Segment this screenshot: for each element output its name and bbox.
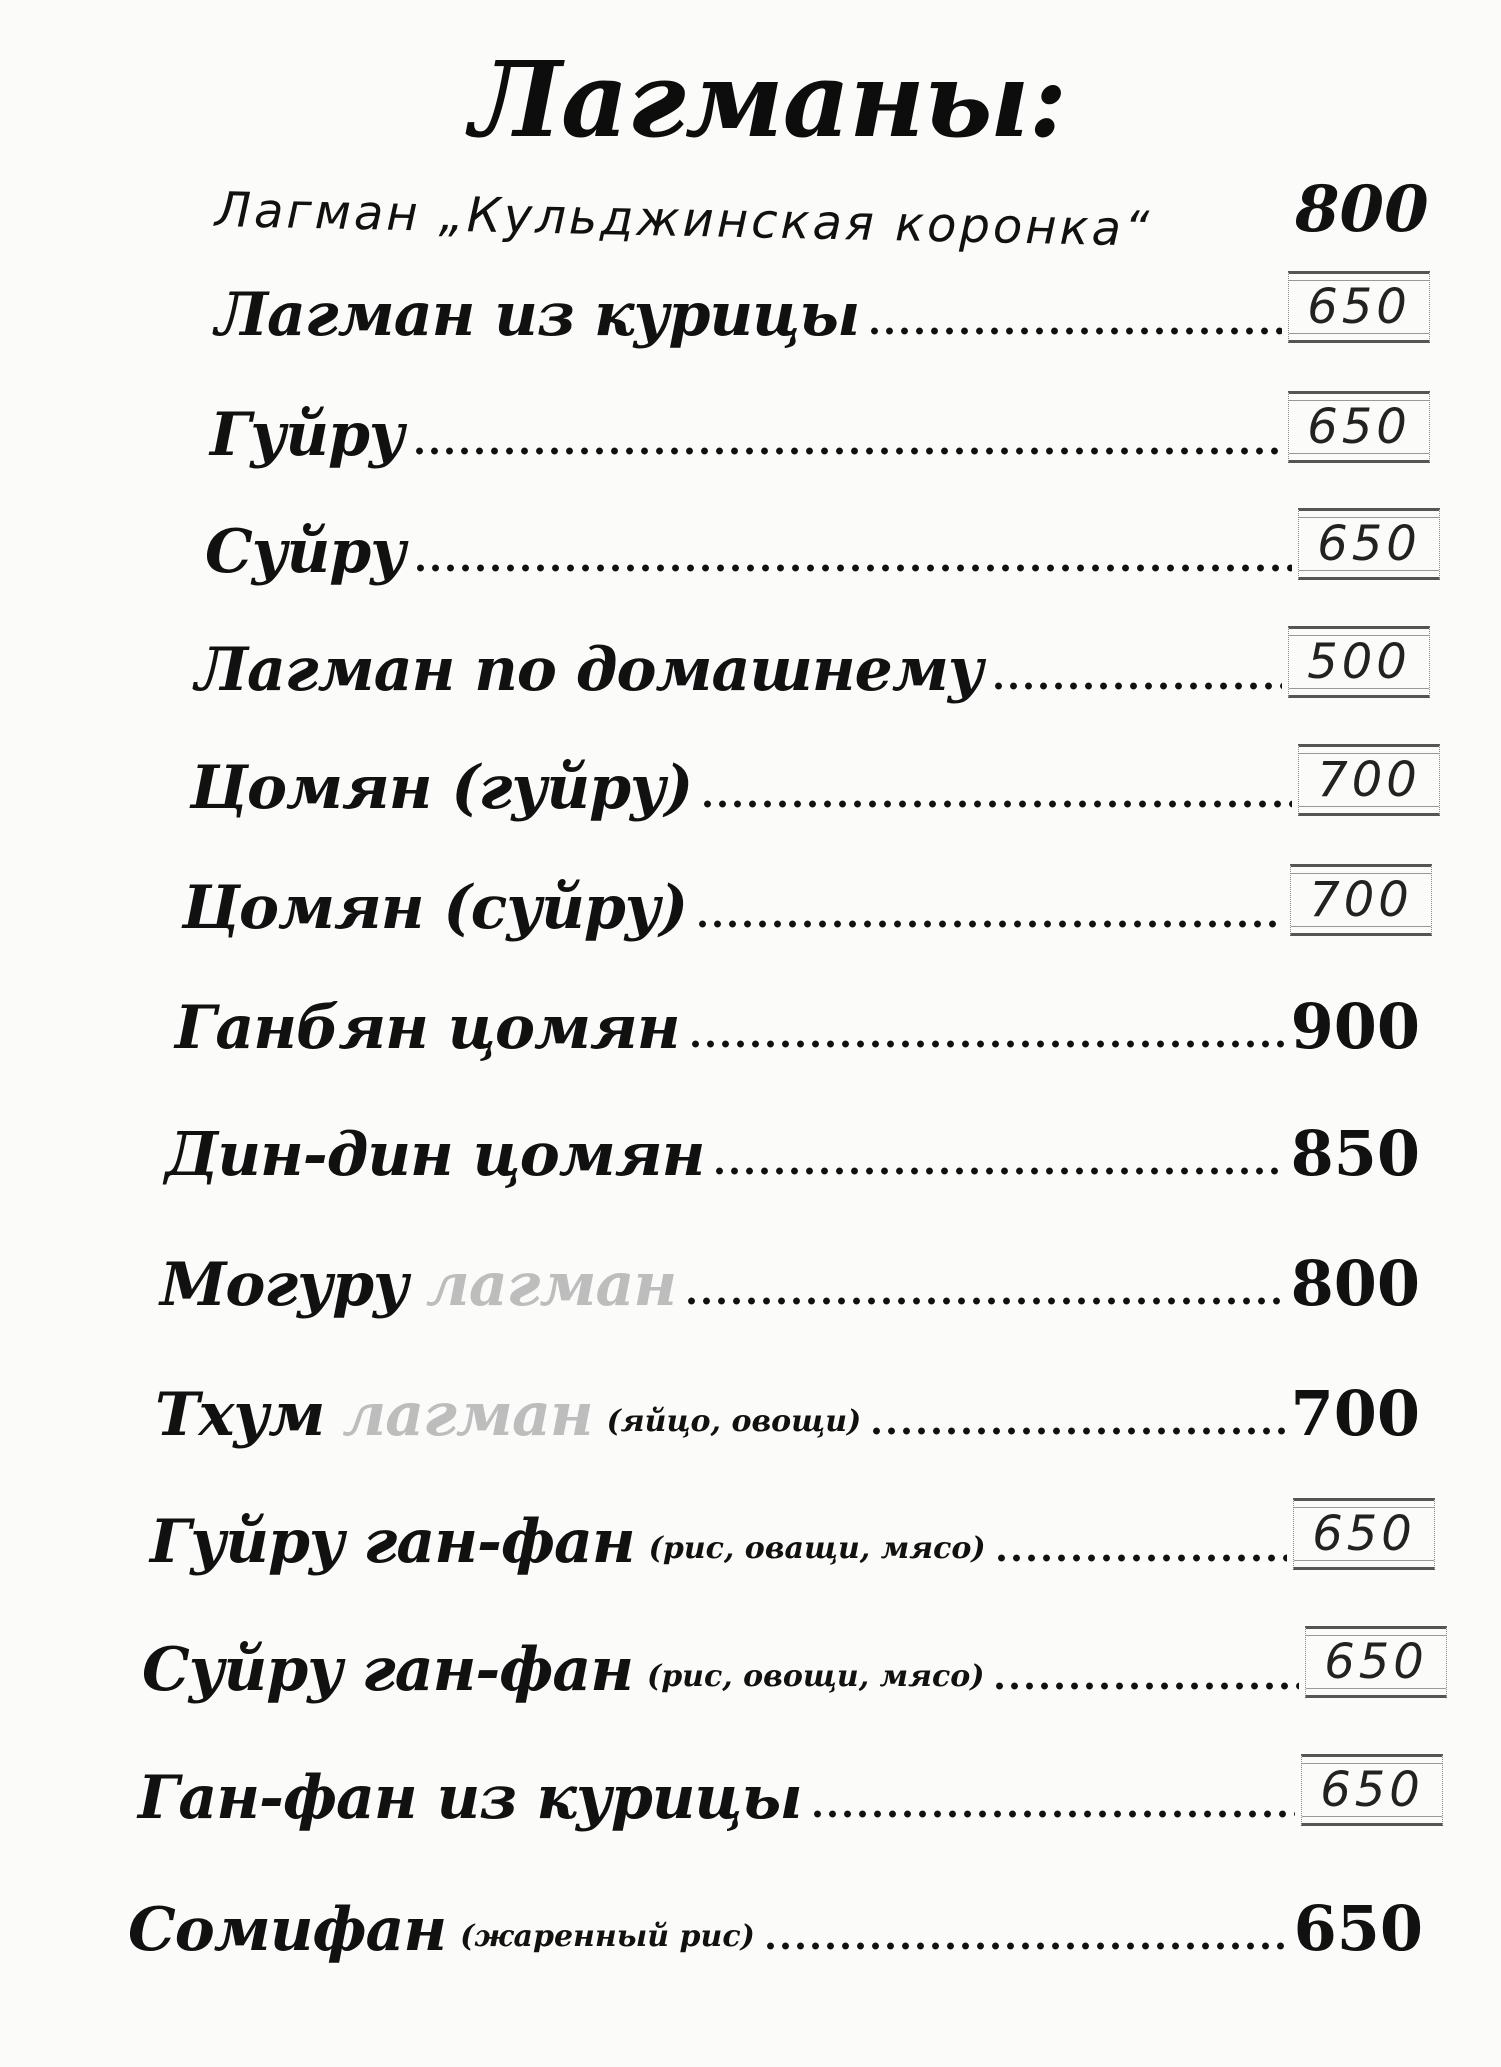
menu-item-name: Цомян (суйру): [182, 873, 688, 943]
menu-item-note: (яйцо, овощи): [606, 1404, 862, 1439]
price-sticker: [1298, 744, 1440, 816]
dot-leader: [412, 447, 1282, 455]
menu-item-price: 800: [1290, 1247, 1420, 1320]
dot-leader: [684, 1297, 1284, 1305]
menu-item-note: (жаренный рис): [460, 1919, 755, 1954]
price-sticker: [1298, 508, 1440, 580]
menu-item: [160, 1215, 1420, 1320]
dot-leader: [700, 800, 1292, 808]
price-sticker: [1301, 1754, 1443, 1826]
menu-item: [215, 245, 1430, 350]
menu-item-price: 650: [1293, 1892, 1423, 1965]
menu-item-name: Дин-дин цомян: [165, 1120, 705, 1190]
menu-item: [210, 365, 1430, 470]
dot-leader: [688, 1040, 1285, 1048]
menu-item-name: Гуйру: [210, 400, 404, 470]
menu-item-price: 650: [1312, 1506, 1416, 1562]
menu-item: [182, 838, 1432, 943]
menu-item: [205, 482, 1440, 587]
menu-title: Лагманы:: [470, 38, 1067, 161]
menu-item-name: Сомифан: [128, 1895, 447, 1965]
dot-leader: [810, 1810, 1295, 1818]
menu-item: [190, 718, 1440, 823]
dot-leader: [695, 920, 1284, 928]
dot-leader: [413, 564, 1292, 572]
price-sticker: [1288, 271, 1430, 343]
price-sticker: [1288, 626, 1430, 698]
menu-item-price: 650: [1320, 1762, 1424, 1818]
dot-leader: [991, 682, 1282, 690]
menu-item-price: 700: [1290, 1377, 1420, 1450]
menu-item: [150, 1472, 1435, 1577]
menu-item: [195, 600, 1430, 705]
price-sticker: [1290, 864, 1432, 936]
menu-item-name: Гуйру ган-фан: [150, 1507, 635, 1577]
menu-item-price: 700: [1317, 752, 1421, 808]
menu-item-name-faded: лагман: [425, 1250, 677, 1320]
menu-item-price: 650: [1317, 516, 1421, 572]
menu-item-name: Могуру: [160, 1250, 408, 1320]
dot-leader: [869, 1427, 1284, 1435]
dot-leader: [763, 1942, 1288, 1950]
price-sticker: [1305, 1626, 1447, 1698]
menu-item-price: 650: [1307, 399, 1411, 455]
menu-item: [138, 1728, 1443, 1833]
menu-item: [155, 1345, 1420, 1450]
menu-item-price: 700: [1309, 872, 1413, 928]
menu-item-name: Ган-фан из курицы: [138, 1763, 802, 1833]
dot-leader: [992, 1682, 1299, 1690]
menu-item-price: 850: [1290, 1117, 1420, 1190]
menu-item: [165, 1085, 1420, 1190]
dot-leader: [712, 1167, 1284, 1175]
handwritten-item-name: Лагман „Кульджинская коронка“: [214, 182, 1153, 258]
menu-item-name: Цомян (гуйру): [190, 753, 693, 823]
price-sticker: [1288, 391, 1430, 463]
dot-leader: [994, 1554, 1287, 1562]
menu-item: [175, 958, 1420, 1063]
menu-item-price: 500: [1307, 634, 1411, 690]
menu-item-price: 650: [1324, 1634, 1428, 1690]
menu-item-name: Лагман из курицы: [215, 280, 860, 350]
menu-item-name: Лагман по домашнему: [195, 635, 983, 705]
handwritten-item-price: 800: [1295, 172, 1429, 247]
menu-item-price: 650: [1307, 279, 1411, 335]
menu-item-name: Тхум: [155, 1380, 325, 1450]
handwritten-menu-item: [214, 172, 1430, 258]
menu-item-note: (рис, овощи, мясо): [647, 1659, 985, 1694]
menu-item-name: Ганбян цомян: [175, 993, 680, 1063]
menu-item-name: Суйру: [205, 517, 406, 587]
menu-item-name-faded: лагман: [342, 1380, 593, 1450]
menu-item: [128, 1860, 1423, 1965]
menu-item-name: Суйру ган-фан: [142, 1635, 633, 1705]
price-sticker: [1293, 1498, 1435, 1570]
menu-item-note: (рис, оващи, мясо): [648, 1531, 986, 1566]
menu-item: [142, 1600, 1447, 1705]
menu-item-price: 900: [1290, 990, 1420, 1063]
dot-leader: [867, 327, 1282, 335]
